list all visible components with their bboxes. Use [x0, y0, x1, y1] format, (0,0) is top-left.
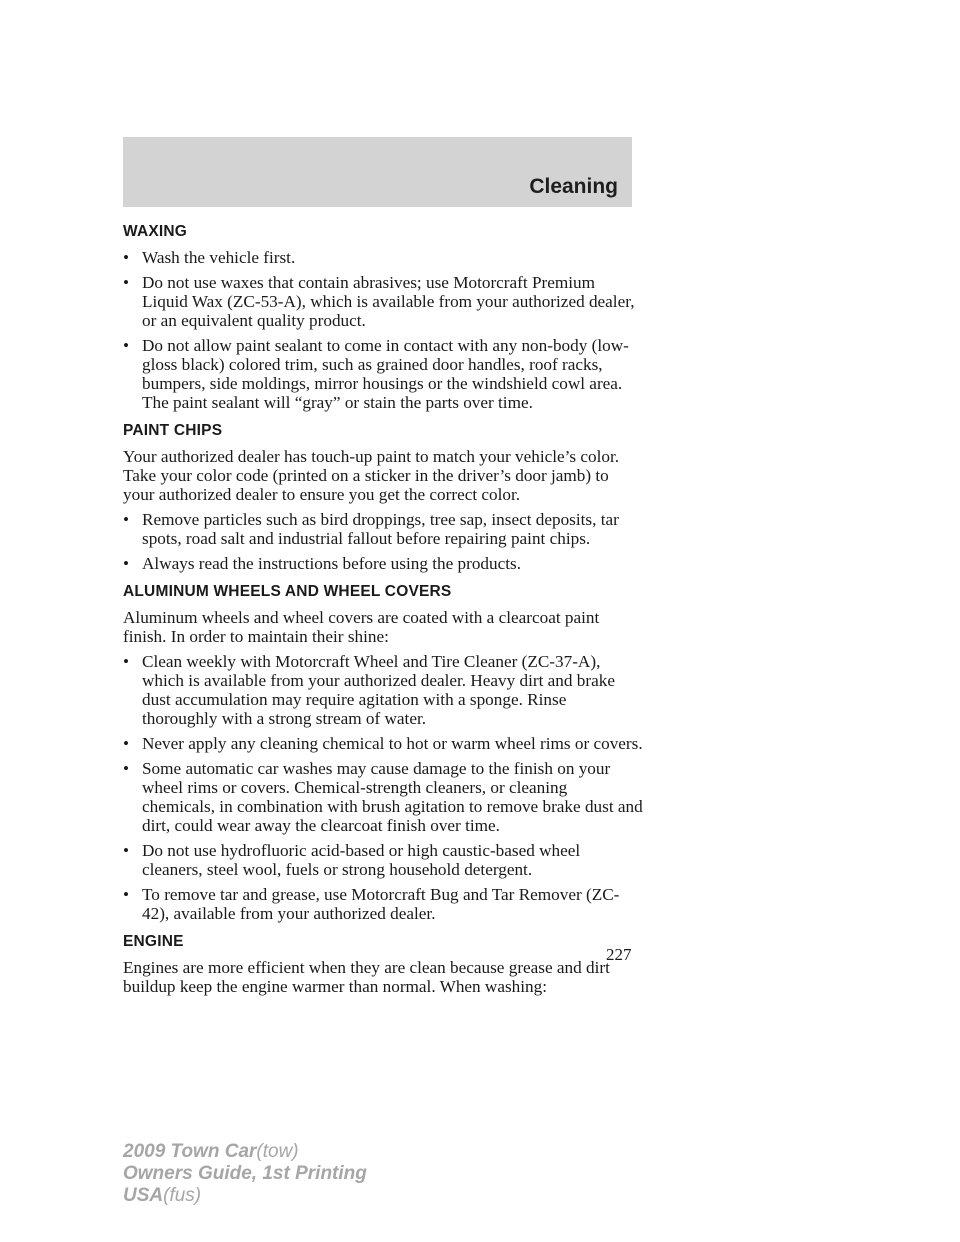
- list-item: • Some automatic car washes may cause damage to the finish on your wheel rims or covers. Chemical-strength cleaners, or cleaning chemicals, in combination with brush agitation to remove brake dust and dirt, could wear away the clearcoat finish over time.: [123, 759, 643, 835]
- footer-line-2: Owners Guide, 1st Printing: [123, 1163, 367, 1184]
- list-item: • Never apply any cleaning chemical to hot or warm wheel rims or covers.: [123, 734, 643, 753]
- footer-imprint: [123, 1141, 367, 1207]
- list-item: • Remove particles such as bird droppings, tree sap, insect deposits, tar spots, road salt and industrial fallout before repairing paint chips.: [123, 510, 619, 548]
- bullet-icon: •: [123, 841, 130, 860]
- bullet-icon: •: [123, 510, 130, 529]
- page-number: 227: [606, 945, 632, 964]
- bullet-icon: •: [123, 554, 130, 573]
- list-item: • Wash the vehicle first.: [123, 248, 296, 267]
- page-content: [123, 222, 643, 1002]
- list-item: • Do not use hydrofluoric acid-based or high caustic-based wheel cleaners, steel wool, fuels or strong household detergent.: [123, 841, 581, 879]
- heading-aluminum-wheels: ALUMINUM WHEELS AND WHEEL COVERS: [123, 583, 452, 600]
- list-item: • Do not use waxes that contain abrasives; use Motorcraft Premium Liquid Wax (ZC-53-A), which is available from your authorized dealer, or an equivalent quality product.: [123, 273, 635, 330]
- paint-chips-intro: Your authorized dealer has touch-up paint to match your vehicle’s color. Take your color code (printed on a sticker in the driver’s door jamb) to your authorized dealer to ensure you get the correct color.: [123, 447, 620, 504]
- bullet-icon: •: [123, 273, 130, 292]
- list-item: • Clean weekly with Motorcraft Wheel and Tire Cleaner (ZC-37-A), which is available from your authorized dealer. Heavy dirt and brake dust accumulation may require agitation with a sponge. Rinse thoroughly with a strong stream of water.: [123, 652, 615, 728]
- bullet-icon: •: [123, 759, 130, 778]
- bullet-icon: •: [123, 336, 130, 355]
- heading-engine: ENGINE: [123, 933, 184, 950]
- list-item: • To remove tar and grease, use Motorcraft Bug and Tar Remover (ZC-42), available from your authorized dealer.: [123, 885, 620, 923]
- footer-line-1: 2009 Town Car(tow): [123, 1141, 299, 1162]
- aluminum-wheels-list: [123, 652, 643, 923]
- bullet-icon: •: [123, 734, 130, 753]
- engine-intro: Engines are more efficient when they are clean because grease and dirt buildup keep the engine warmer than normal. When washing:: [123, 958, 610, 996]
- footer-line-3: USA(fus): [123, 1185, 202, 1206]
- heading-waxing: WAXING: [123, 223, 188, 240]
- aluminum-wheels-intro: Aluminum wheels and wheel covers are coated with a clearcoat paint finish. In order to maintain their shine:: [123, 608, 600, 646]
- list-item: • Do not allow paint sealant to come in contact with any non-body (low-gloss black) colored trim, such as grained door handles, roof racks, bumpers, side moldings, mirror housings or the windshield cowl area. The paint sealant will “gray” or stain the parts over time.: [123, 336, 629, 412]
- bullet-icon: •: [123, 248, 130, 267]
- list-item: • Always read the instructions before using the products.: [123, 554, 521, 573]
- waxing-list: [123, 248, 643, 412]
- heading-paint-chips: PAINT CHIPS: [123, 422, 223, 439]
- bullet-icon: •: [123, 885, 130, 904]
- paint-chips-list: [123, 510, 643, 573]
- section-title: Cleaning: [529, 175, 618, 198]
- header-band: [123, 137, 632, 207]
- bullet-icon: •: [123, 652, 130, 671]
